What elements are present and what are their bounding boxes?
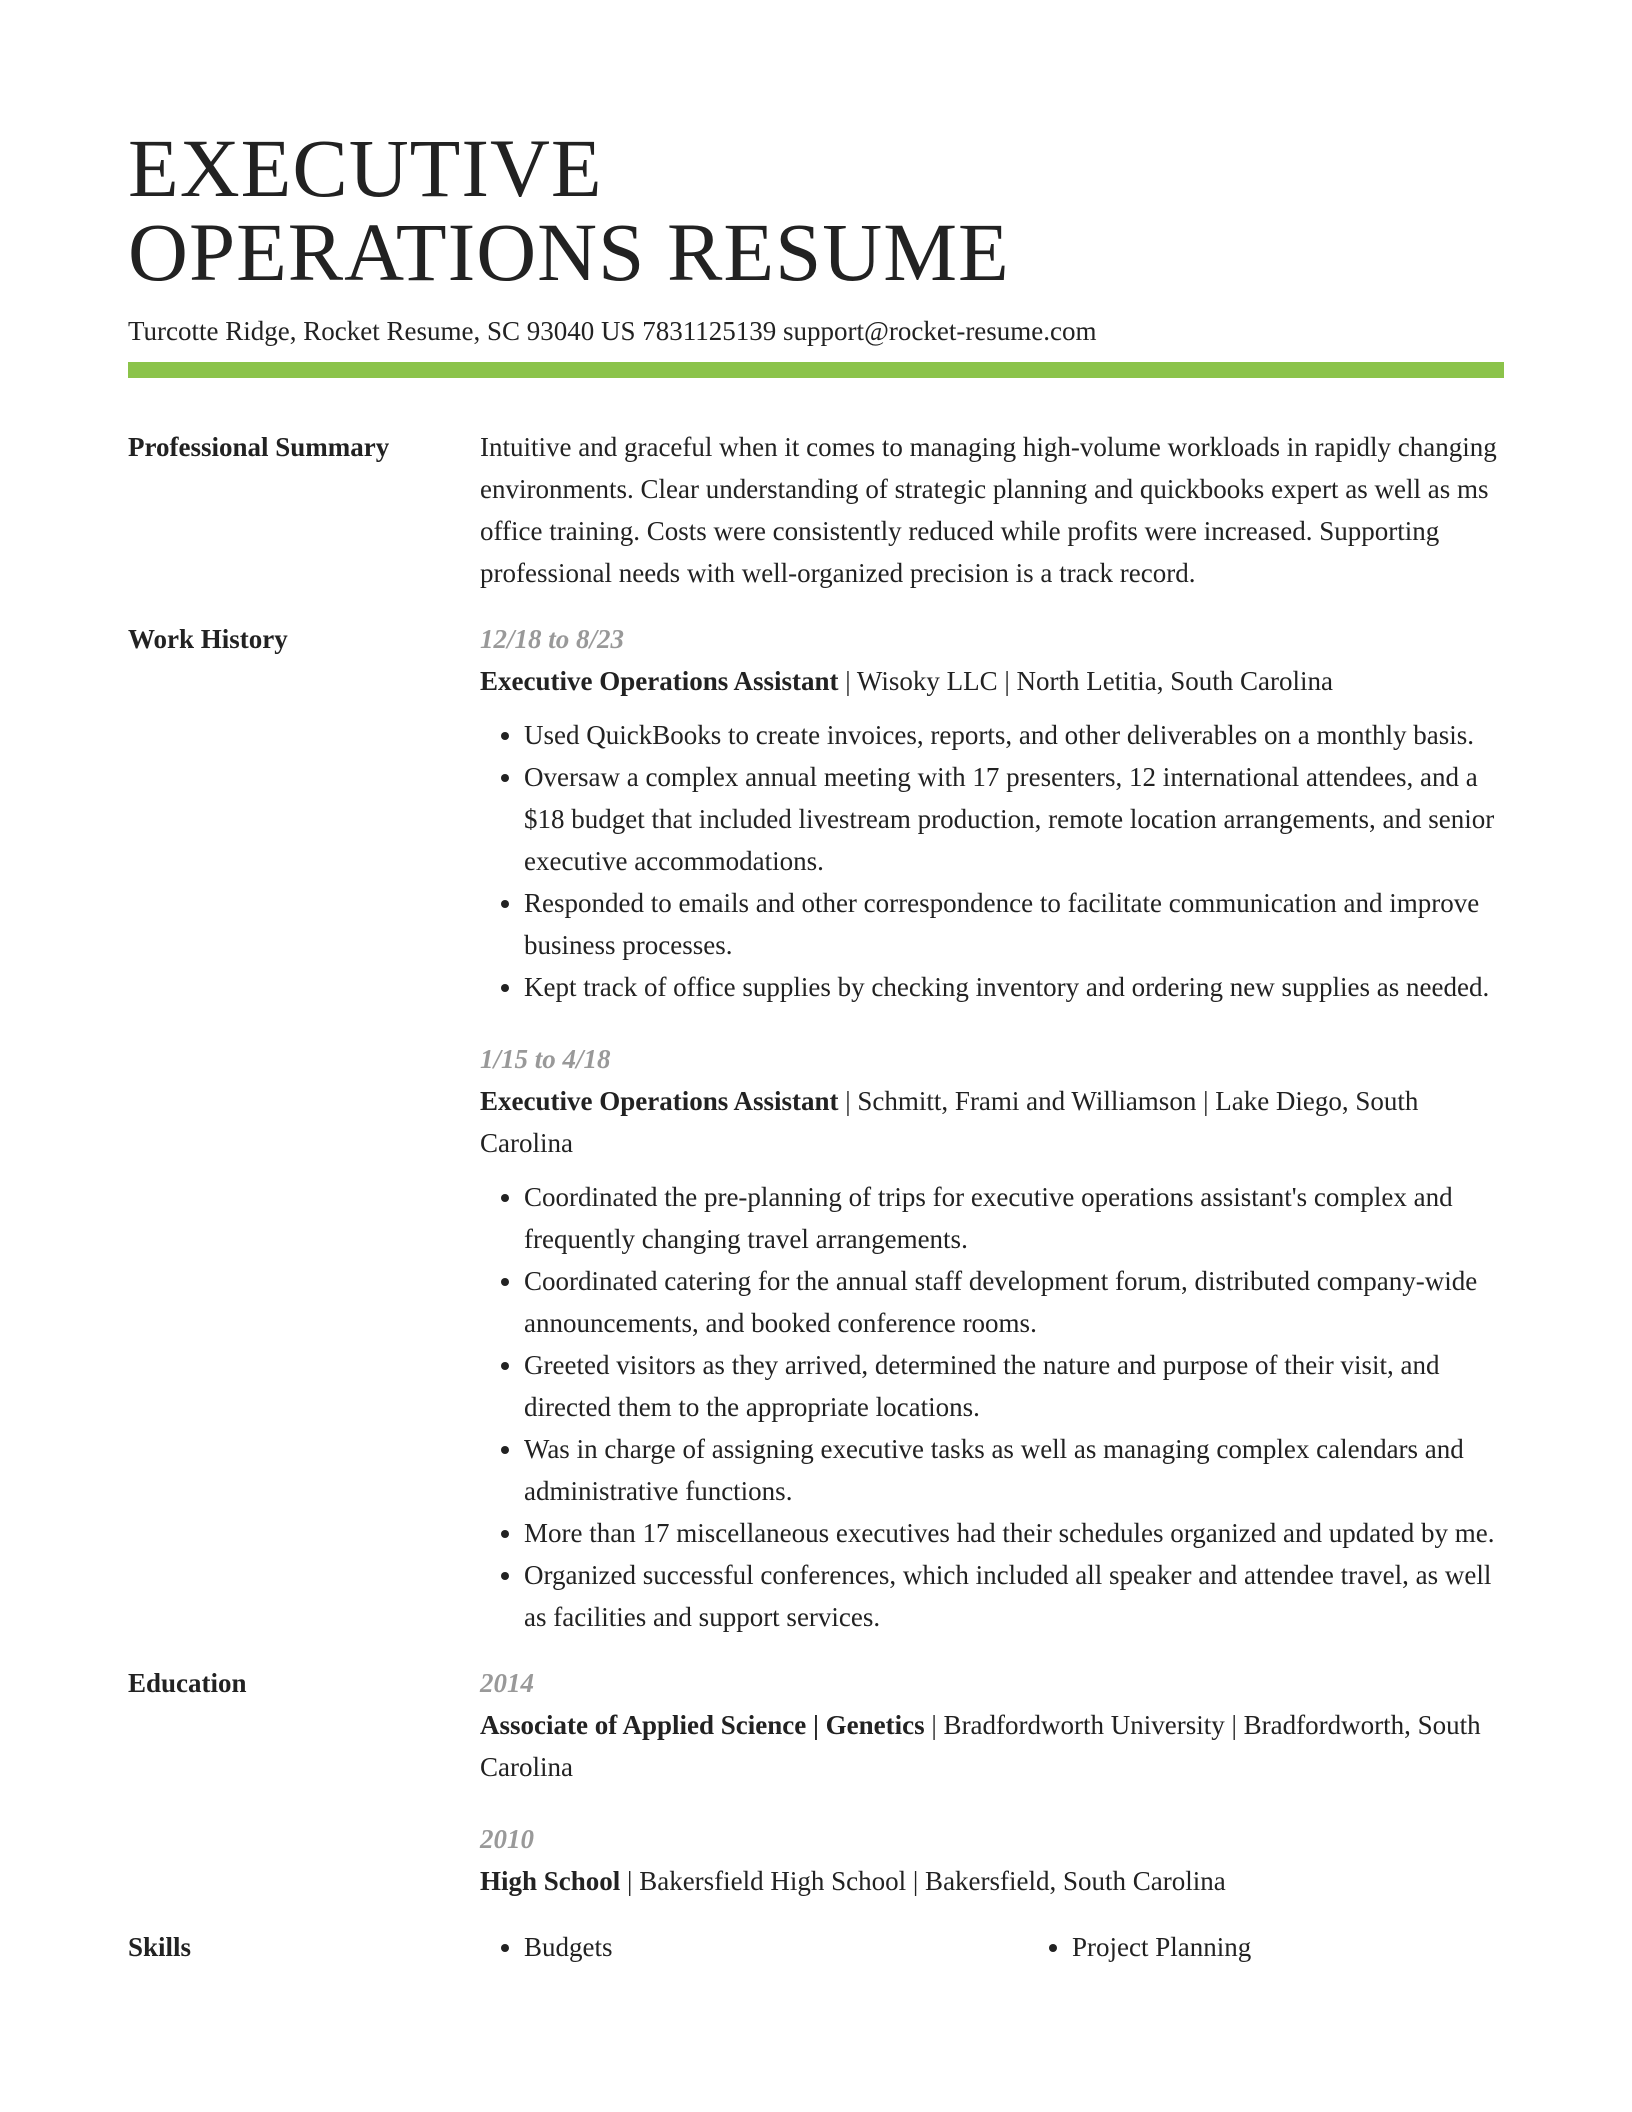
job-date: 1/15 to 4/18 bbox=[480, 1044, 611, 1074]
job-bullet: • Coordinated the pre-planning of trips for executive operations assistant's complex and frequently changing travel arrangements. bbox=[524, 1176, 1504, 1260]
education-degree: Associate of Applied Science | Genetics bbox=[480, 1710, 925, 1740]
job-bullet: • Responded to emails and other correspondence to facilitate communication and improve business processes. bbox=[524, 882, 1504, 966]
education-heading bbox=[480, 1704, 1504, 1788]
resume-page bbox=[128, 0, 1504, 1968]
job-bullet: • Coordinated catering for the annual staff development forum, distributed company-wide announcements, and booked conference rooms. bbox=[524, 1260, 1504, 1344]
resume-title bbox=[128, 122, 1504, 298]
job-title: Executive Operations Assistant bbox=[480, 1086, 839, 1116]
job-date: 12/18 to 8/23 bbox=[480, 624, 625, 654]
section-label-summary: Professional Summary bbox=[128, 432, 390, 462]
education-entry bbox=[480, 1662, 1504, 1788]
job-bullets bbox=[480, 714, 1504, 1008]
job-bullet: • Was in charge of assigning executive tasks as well as managing complex calendars and administrative functions. bbox=[524, 1428, 1504, 1512]
professional-summary-section bbox=[128, 426, 1504, 594]
job-details: | Schmitt, Frami and Williamson | Lake Diego, South Carolina bbox=[480, 1086, 1419, 1158]
skills-body bbox=[480, 1926, 1576, 1968]
education-details: | Bradfordworth University | Bradfordworth, South Carolina bbox=[480, 1710, 1481, 1782]
education-heading bbox=[480, 1860, 1504, 1902]
summary-text: Intuitive and graceful when it comes to managing high-volume workloads in rapidly changing environments. Clear understanding of strategic planning and quickbooks expert as well as ms office training. Costs were consistently reduced while profits were increased. Supporting professional needs with well-organized precision is a track record. bbox=[480, 432, 1497, 588]
section-label-education: Education bbox=[128, 1668, 247, 1698]
work-history-section bbox=[128, 618, 1504, 1638]
education-degree: High School bbox=[480, 1866, 621, 1896]
skills-list-left bbox=[480, 1926, 1028, 1968]
skills-list-right bbox=[1028, 1926, 1576, 1968]
job-bullet: • Greeted visitors as they arrived, determined the nature and purpose of their visit, and directed them to the appropriate locations. bbox=[524, 1344, 1504, 1428]
job-entry bbox=[480, 1038, 1504, 1638]
education-date: 2014 bbox=[480, 1668, 534, 1698]
job-bullet: • Kept track of office supplies by checking inventory and ordering new supplies as needed. bbox=[524, 966, 1504, 1008]
job-bullet: • More than 17 miscellaneous executives had their schedules organized and updated by me. bbox=[524, 1512, 1504, 1554]
job-heading bbox=[480, 660, 1504, 702]
accent-divider bbox=[128, 362, 1504, 378]
skill-item: • Project Planning bbox=[1072, 1926, 1576, 1968]
job-bullet: • Oversaw a complex annual meeting with 17 presenters, 12 international attendees, and a $18 budget that included livestream production, remote location arrangements, and senior executive accommodations. bbox=[524, 756, 1504, 882]
section-label-work: Work History bbox=[128, 624, 288, 654]
education-details: | Bakersfield High School | Bakersfield, South Carolina bbox=[620, 1866, 1226, 1896]
job-heading bbox=[480, 1080, 1504, 1164]
education-date: 2010 bbox=[480, 1824, 534, 1854]
skill-item: • Budgets bbox=[524, 1926, 1028, 1968]
job-bullets bbox=[480, 1176, 1504, 1638]
work-history-body bbox=[480, 618, 1504, 1638]
contact-info: Turcotte Ridge, Rocket Resume, SC 93040 US 7831125139 support@rocket-resume.com bbox=[128, 316, 1097, 346]
education-entry bbox=[480, 1818, 1504, 1902]
section-label-skills: Skills bbox=[128, 1932, 192, 1962]
title-line-1: EXECUTIVE bbox=[128, 122, 603, 214]
job-bullet: • Used QuickBooks to create invoices, reports, and other deliverables on a monthly basis. bbox=[524, 714, 1504, 756]
job-entry bbox=[480, 618, 1504, 1008]
job-title: Executive Operations Assistant bbox=[480, 666, 839, 696]
title-line-2: OPERATIONS RESUME bbox=[128, 206, 1010, 298]
education-section bbox=[128, 1662, 1504, 1902]
job-details: | Wisoky LLC | North Letitia, South Carolina bbox=[838, 666, 1333, 696]
job-bullet: • Organized successful conferences, which included all speaker and attendee travel, as well as facilities and support services. bbox=[524, 1554, 1504, 1638]
education-body bbox=[480, 1662, 1504, 1902]
skills-section bbox=[128, 1926, 1504, 1968]
